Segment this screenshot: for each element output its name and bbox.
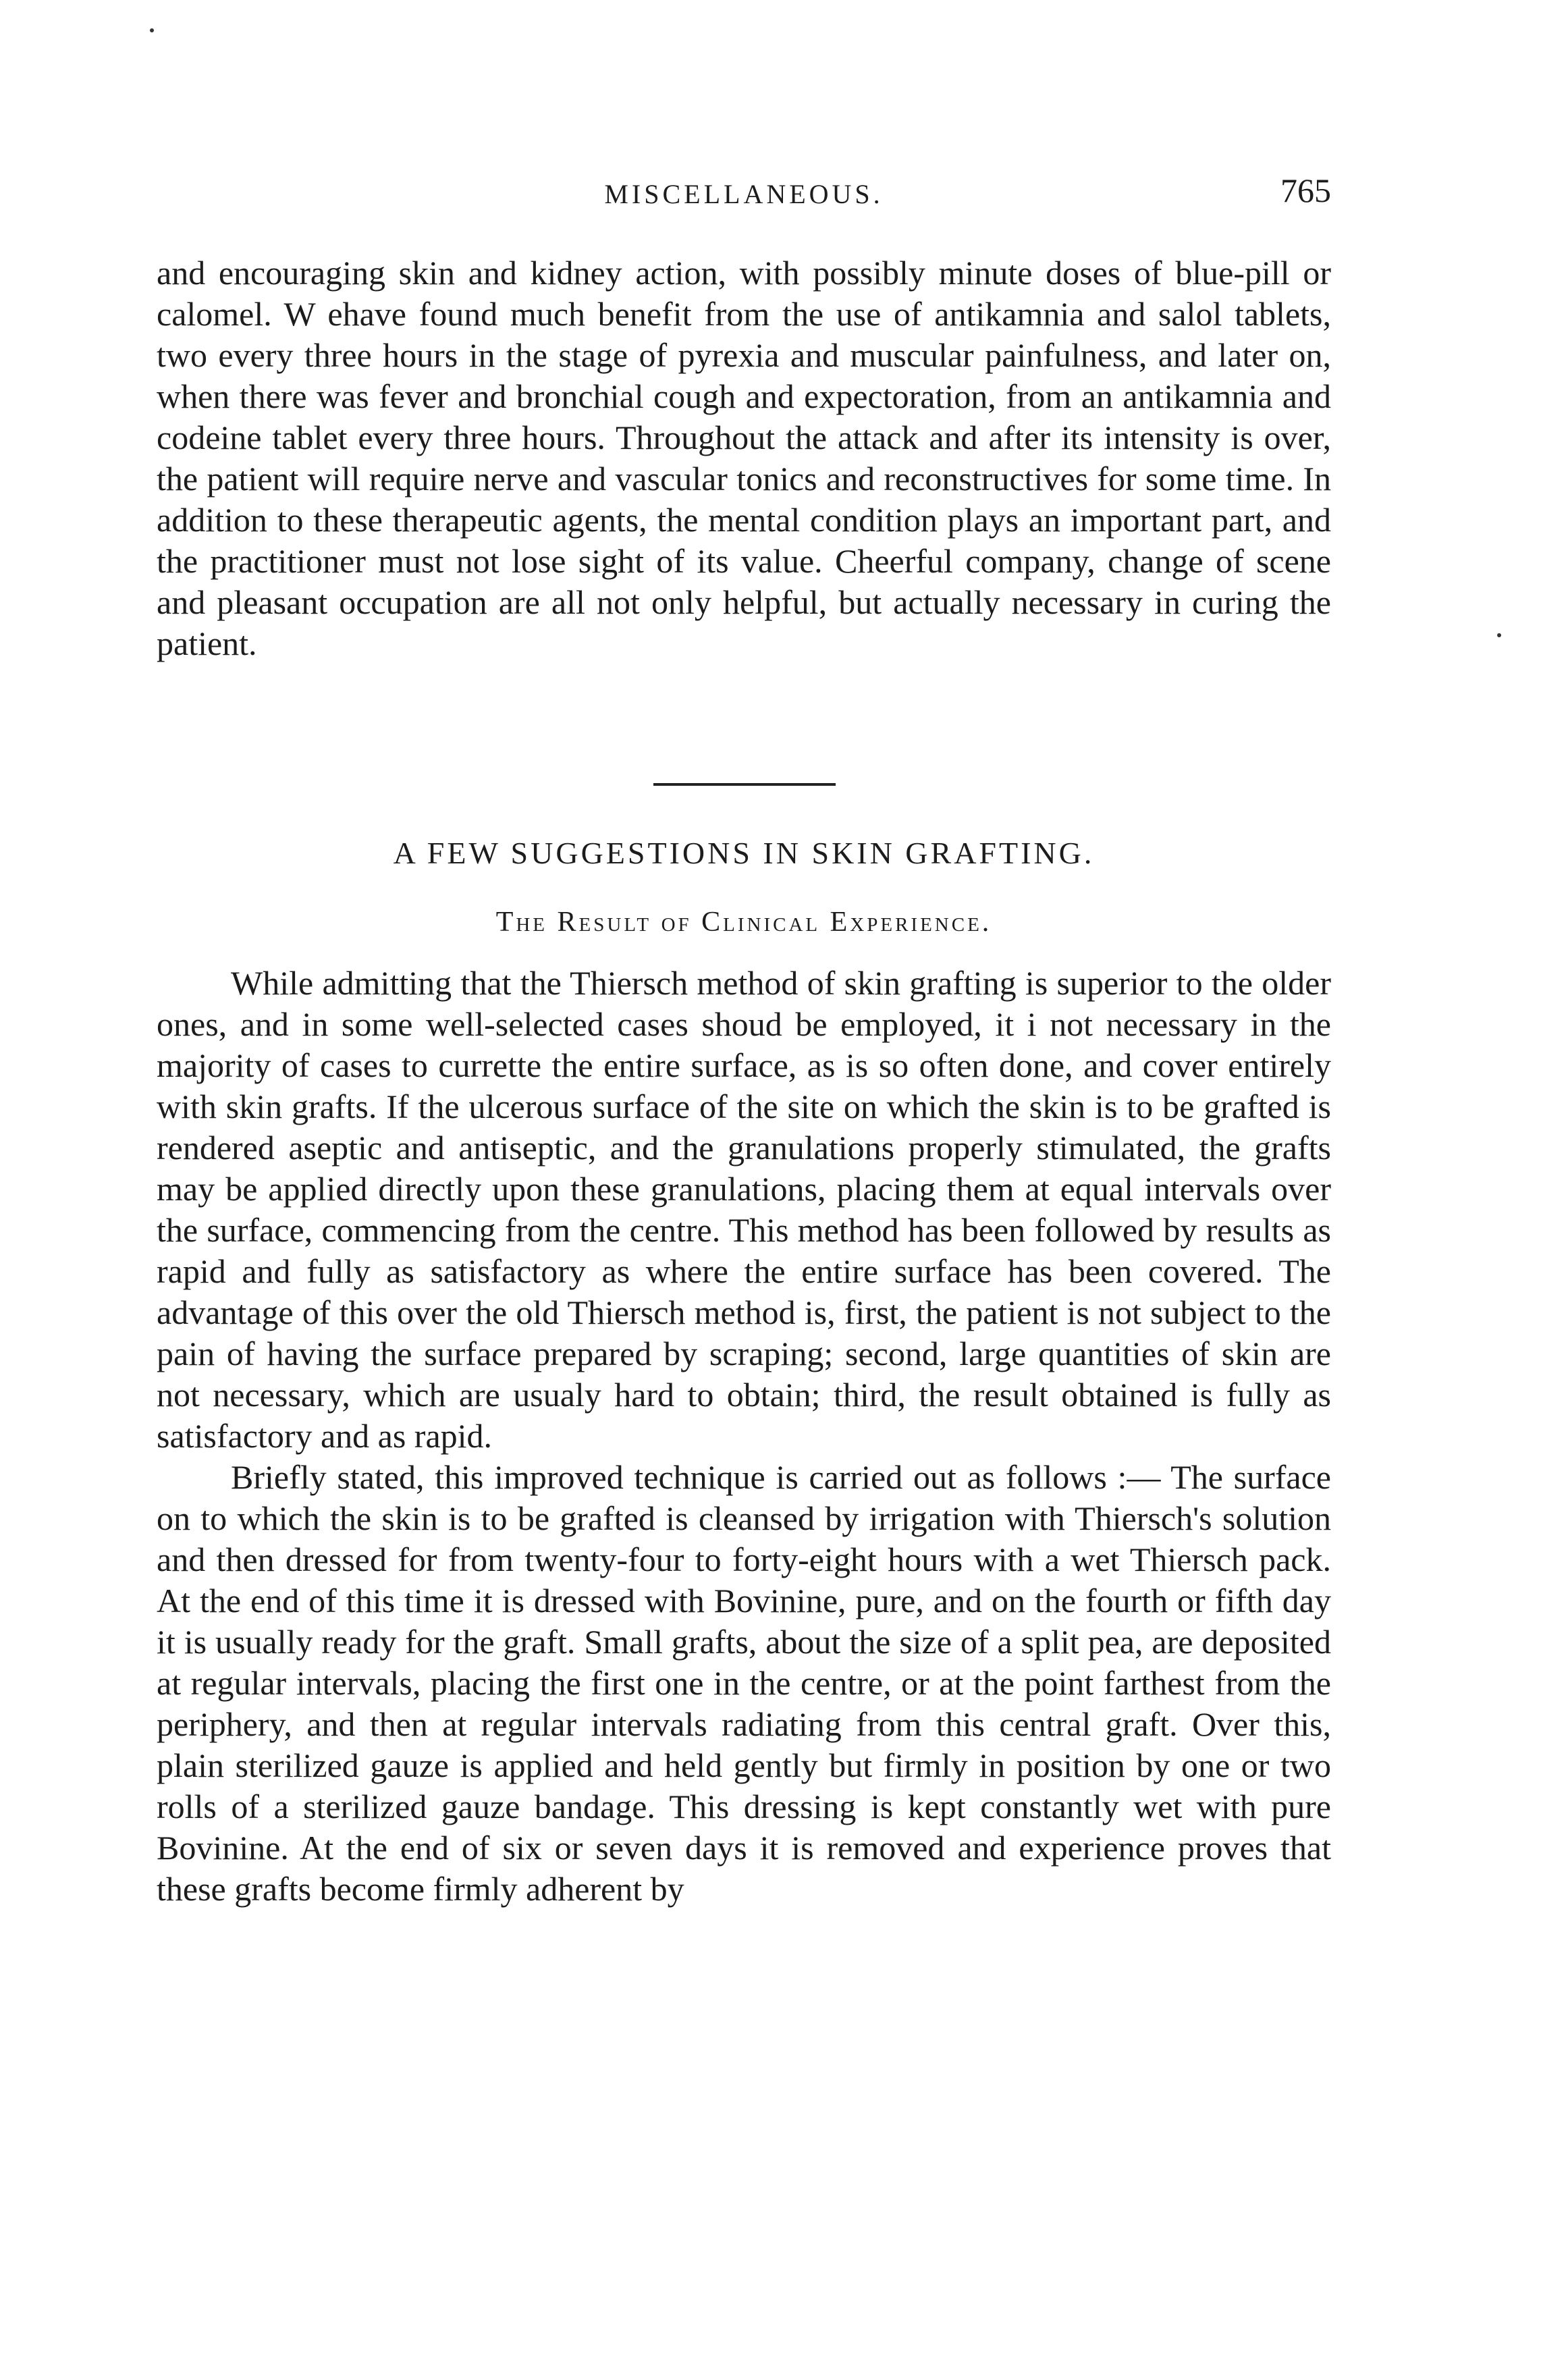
- section-divider: [653, 783, 836, 786]
- article-subtitle: The Result of Clinical Experience.: [495, 907, 992, 938]
- paragraph: and encouraging skin and kidney action, with possibly minute doses of blue-pill or calomel. W ehave found much benefit from the use of antikamnia and salol tablets, two every three hours in the stage of pyrexia and muscular painfulness, and later on, when there was fever and bronchial cough and expectoration, from an antikamnia and codeine tablet every three hours. Throughout the attack and after its intensity is over, the patient will require nerve and vascular tonics and reconstructives for some time. In addition to these therapeutic agents, the mental condition plays an important part, and the practitioner must not lose sight of its value. Cheerful company, change of scene and pleasant occupation are all not only helpful, but actually necessary in curing the patient.: [157, 254, 1331, 662]
- page-number: 765: [1280, 171, 1331, 209]
- paragraph: Briefly stated, this improved technique is carried out as follows :— The surface on to which the skin is to be grafted is cleansed by irrigation with Thiersch's solution and then dressed for from twenty-four to forty-eight hours with a wet Thiersch pack. At the end of this time it is dressed with Bovinine, pure, and on the fourth or fifth day it is usually ready for the graft. Small grafts, about the size of a split pea, are deposited at regular intervals, placing the first one in the centre, or at the point farthest from the periphery, and then at regular intervals radiating from this central graft. Over this, plain sterilized gauze is applied and held gently but firmly in position by one or two rolls of a sterilized gauze bandage. This dressing is kept constantly wet with pure Bovinine. At the end of six or seven days it is removed and experience proves that these grafts become firmly adherent by: [157, 1458, 1331, 1908]
- article-body: [157, 963, 1331, 1910]
- running-head-title: MISCELLANEOUS.: [604, 179, 884, 209]
- continued-paragraph: [157, 252, 1331, 664]
- stray-ink-mark: [150, 28, 154, 32]
- paragraph: While admitting that the Thiersch method of skin grafting is superior to the older ones, and in some well-selected cases shoud be employed, it i not necessary in the majority of cases to currette the entire surface, as is so often done, and cover entirely with skin grafts. If the ulcerous surface of the site on which the skin is to be grafted is rendered aseptic and antiseptic, and the granulations properly stimulated, the grafts may be applied directly upon these granulations, placing them at equal intervals over the surface, commencing from the centre. This method has been followed by results as rapid and fully as satisfactory as where the entire surface has been covered. The advantage of this over the old Thiersch method is, first, the patient is not subject to the pain of having the surface prepared by scraping; second, large quantities of skin are not necessary, which are usualy hard to obtain; third, the result obtained is fully as satisfactory and as rapid.: [157, 964, 1331, 1455]
- running-head: [157, 171, 1331, 228]
- stray-ink-mark: [1497, 633, 1501, 637]
- article-title: A FEW SUGGESTIONS IN SKIN GRAFTING.: [393, 836, 1095, 870]
